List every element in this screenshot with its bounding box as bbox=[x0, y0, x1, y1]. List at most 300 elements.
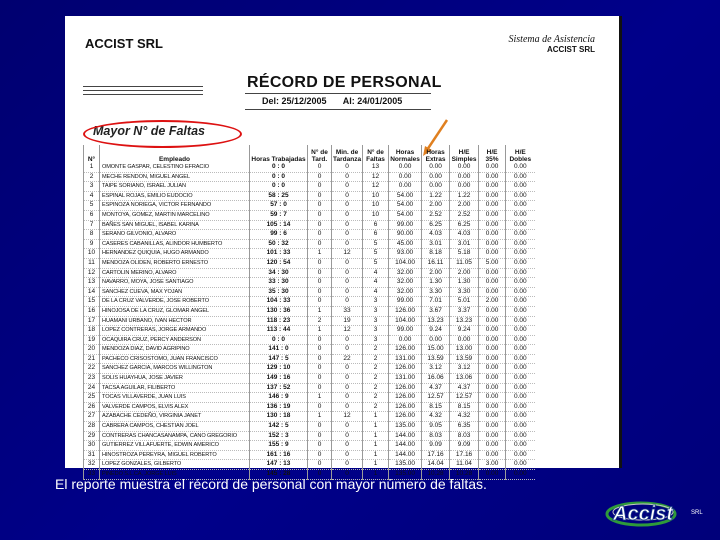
table-cell: 0.00 bbox=[450, 163, 479, 172]
table-cell: 0.00 bbox=[506, 268, 535, 278]
table-cell: 0.00 bbox=[422, 335, 450, 345]
table-cell: 2.00 bbox=[422, 201, 450, 211]
employee-name-cell: MENDOZA OLIDEN, ROBERTO ERNESTO bbox=[100, 258, 250, 268]
table-cell: 3.00 bbox=[479, 460, 506, 470]
table-cell: 50 : 32 bbox=[250, 239, 308, 249]
table-cell: 126.00 bbox=[389, 412, 422, 422]
employee-name-cell: HINOJOSA DE LA CRUZ, GLOMAR ANGEL bbox=[100, 306, 250, 316]
table-cell: 54.00 bbox=[389, 191, 422, 201]
table-cell: 3.37 bbox=[450, 306, 479, 316]
table-cell: 2 bbox=[363, 402, 389, 412]
table-row bbox=[84, 412, 535, 422]
table-cell: 33 bbox=[84, 470, 100, 480]
table-cell: 130 : 18 bbox=[250, 412, 308, 422]
table-row bbox=[84, 249, 535, 259]
table-header-cell: Horas Normales bbox=[389, 145, 422, 163]
table-cell: 0 bbox=[332, 220, 363, 230]
table-cell: 126.00 bbox=[389, 306, 422, 316]
table-cell: 126.00 bbox=[389, 402, 422, 412]
table-cell: 20 bbox=[84, 345, 100, 355]
table-cell: 4.03 bbox=[450, 230, 479, 240]
table-cell: 0 bbox=[332, 201, 363, 211]
table-cell: 0.00 bbox=[479, 364, 506, 374]
table-cell: 0.00 bbox=[506, 306, 535, 316]
table-cell: 13.23 bbox=[450, 316, 479, 326]
table-cell: 1 bbox=[363, 431, 389, 441]
employee-name-cell: TAIPE SORIANO, ISRAEL JULIAN bbox=[100, 182, 250, 192]
accist-logo bbox=[603, 494, 713, 530]
table-cell: 4 bbox=[363, 268, 389, 278]
table-cell: 0 bbox=[308, 364, 332, 374]
table-cell: 136 : 19 bbox=[250, 402, 308, 412]
table-cell: 0.00 bbox=[450, 172, 479, 182]
employee-name-cell: NAVARRO, MOYA, JOSE SANTIAGO bbox=[100, 278, 250, 288]
table-row bbox=[84, 278, 535, 288]
employee-name-cell: PINEDO S.L.CA, JORGE LUIS bbox=[100, 470, 250, 480]
table-cell: 0.00 bbox=[389, 182, 422, 192]
table-cell: 1 bbox=[308, 249, 332, 259]
table-cell: 3.01 bbox=[422, 239, 450, 249]
table-cell: 3 bbox=[363, 326, 389, 336]
table-row bbox=[84, 354, 535, 364]
table-cell: 2.00 bbox=[450, 268, 479, 278]
table-cell: 99.00 bbox=[389, 297, 422, 307]
table-cell: 131.00 bbox=[389, 354, 422, 364]
table-header-cell: N° de Tard. bbox=[308, 145, 332, 163]
table-cell: 6 bbox=[84, 210, 100, 220]
table-cell: 0.00 bbox=[506, 220, 535, 230]
table-cell: 10 bbox=[363, 191, 389, 201]
table-cell: 15 bbox=[84, 297, 100, 307]
table-cell: 34 : 30 bbox=[250, 268, 308, 278]
table-cell: 2 bbox=[363, 364, 389, 374]
table-cell: 13.06 bbox=[450, 374, 479, 384]
table-cell: 0.00 bbox=[479, 335, 506, 345]
table-cell: 0 bbox=[332, 287, 363, 297]
employee-name-cell: HINOSTROZA PEREYRA, MIGUEL ROBERTO bbox=[100, 450, 250, 460]
table-cell: 9 bbox=[84, 239, 100, 249]
table-cell: 17.16 bbox=[422, 450, 450, 460]
table-cell: 4.37 bbox=[450, 383, 479, 393]
table-cell: 6.25 bbox=[422, 220, 450, 230]
table-cell: 1 bbox=[308, 412, 332, 422]
table-header-cell: Empleado bbox=[100, 145, 250, 163]
table-cell: 10.28 bbox=[422, 470, 450, 480]
table-cell: 16.11 bbox=[422, 258, 450, 268]
table-cell: 1 bbox=[363, 412, 389, 422]
table-cell: 0 bbox=[332, 278, 363, 288]
table-cell: 17.16 bbox=[450, 450, 479, 460]
employee-name-cell: GUTIERREZ VILLAFUERTE, EDWIN AMERICO bbox=[100, 441, 250, 451]
table-cell: 57 : 0 bbox=[250, 201, 308, 211]
table-cell: 2 bbox=[363, 374, 389, 384]
employee-name-cell: SANCHEZ GARCIA, MARCOS WILLINGTON bbox=[100, 364, 250, 374]
table-cell: 9.09 bbox=[450, 441, 479, 451]
table-cell: 6.25 bbox=[450, 220, 479, 230]
table-row bbox=[84, 393, 535, 403]
table-cell: 9.09 bbox=[422, 441, 450, 451]
date-range bbox=[262, 96, 416, 106]
table-cell: 12 bbox=[332, 412, 363, 422]
table-cell: 144.00 bbox=[389, 441, 422, 451]
table-cell: 5 bbox=[363, 249, 389, 259]
table-cell: 10.28 bbox=[450, 470, 479, 480]
table-cell: 152 : 3 bbox=[250, 431, 308, 441]
table-cell: 13 bbox=[363, 163, 389, 172]
employee-name-cell: MENDOZA DIAZ, DAVID AGRIPINO bbox=[100, 345, 250, 355]
table-cell: 32 bbox=[84, 460, 100, 470]
table-cell: 131.00 bbox=[389, 374, 422, 384]
table-cell: 90.00 bbox=[389, 230, 422, 240]
table-cell: 2.00 bbox=[479, 297, 506, 307]
table-cell: 0 bbox=[332, 470, 363, 480]
table-cell: 4.03 bbox=[422, 230, 450, 240]
table-cell: 5 bbox=[363, 239, 389, 249]
table-cell: 0.00 bbox=[479, 249, 506, 259]
table-cell: 105 : 14 bbox=[250, 220, 308, 230]
table-cell: 161 : 16 bbox=[250, 450, 308, 460]
table-cell: 99 : 6 bbox=[250, 230, 308, 240]
table-header-cell: H/E Simples bbox=[450, 145, 479, 163]
table-cell: 0.00 bbox=[506, 316, 535, 326]
table-cell: 17 bbox=[84, 316, 100, 326]
table-cell: 0.00 bbox=[479, 239, 506, 249]
table-cell: 0.00 bbox=[479, 163, 506, 172]
table-cell: 0 bbox=[308, 374, 332, 384]
table-cell: 58 : 25 bbox=[250, 191, 308, 201]
table-cell: 5.00 bbox=[479, 258, 506, 268]
table-cell: 8.03 bbox=[422, 431, 450, 441]
table-cell: 0 bbox=[308, 441, 332, 451]
table-cell: 0.00 bbox=[422, 172, 450, 182]
table-cell: 0 bbox=[308, 345, 332, 355]
table-row bbox=[84, 230, 535, 240]
employee-name-cell: LOPEZ GONZALES, GILBERTO bbox=[100, 460, 250, 470]
table-cell: 144.00 bbox=[389, 431, 422, 441]
table-cell: 0.00 bbox=[389, 335, 422, 345]
table-row bbox=[84, 239, 535, 249]
table-cell: 10 bbox=[363, 210, 389, 220]
svg-text:SRL: SRL bbox=[691, 510, 703, 516]
employee-name-cell: BAÑES SAN MIGUEL, ISABEL KARINA bbox=[100, 220, 250, 230]
table-cell: 0 bbox=[308, 220, 332, 230]
table-cell: 0 bbox=[332, 364, 363, 374]
table-cell: 99.00 bbox=[389, 326, 422, 336]
table-cell: 0.00 bbox=[479, 287, 506, 297]
table-cell: 0.00 bbox=[506, 297, 535, 307]
table-cell: 11.05 bbox=[450, 258, 479, 268]
table-cell: 12 bbox=[84, 268, 100, 278]
table-cell: 0.00 bbox=[479, 450, 506, 460]
table-cell: 126.00 bbox=[389, 364, 422, 374]
table-cell: 0.00 bbox=[506, 460, 535, 470]
table-cell: 11.04 bbox=[450, 460, 479, 470]
table-cell: 0 bbox=[308, 402, 332, 412]
employee-name-cell: MECHE RENDON, MIGUEL ANGEL bbox=[100, 172, 250, 182]
table-cell: 0.00 bbox=[479, 345, 506, 355]
table-cell: 0 bbox=[332, 182, 363, 192]
table-cell: 5.01 bbox=[450, 297, 479, 307]
table-cell: 1 bbox=[84, 163, 100, 172]
table-cell: 26 bbox=[84, 402, 100, 412]
table-cell: 0.00 bbox=[506, 422, 535, 432]
table-cell: 0.00 bbox=[506, 383, 535, 393]
table-cell: 144.00 bbox=[389, 450, 422, 460]
table-cell: 135.00 bbox=[389, 422, 422, 432]
table-cell: 1.30 bbox=[450, 278, 479, 288]
table-cell: 0.00 bbox=[479, 316, 506, 326]
table-cell: 1 bbox=[308, 306, 332, 316]
table-cell: 9.24 bbox=[422, 326, 450, 336]
table-cell: 126.00 bbox=[389, 393, 422, 403]
table-cell: 0.00 bbox=[479, 268, 506, 278]
table-cell: 0 bbox=[332, 374, 363, 384]
table-cell: 0 bbox=[308, 460, 332, 470]
table-cell: 2.52 bbox=[450, 210, 479, 220]
table-cell: 4.37 bbox=[422, 383, 450, 393]
table-row bbox=[84, 364, 535, 374]
table-cell: 2.00 bbox=[450, 201, 479, 211]
employee-name-cell: CASERES CABANILLAS, ALINDOR HUMBERTO bbox=[100, 239, 250, 249]
table-cell: 23 bbox=[84, 374, 100, 384]
table-cell: 6 bbox=[363, 230, 389, 240]
table-cell: 113 : 44 bbox=[250, 326, 308, 336]
employee-name-cell: SERANO GILVONIO, ALVARO bbox=[100, 230, 250, 240]
table-cell: 0 bbox=[308, 335, 332, 345]
table-header-cell: H/E Dobles bbox=[506, 145, 535, 163]
table-row bbox=[84, 210, 535, 220]
table-cell: 0 bbox=[332, 172, 363, 182]
table-cell: 45.00 bbox=[389, 239, 422, 249]
table-header-cell: H/E 35% bbox=[479, 145, 506, 163]
table-cell: 3.67 bbox=[422, 306, 450, 316]
table-cell: 137 : 52 bbox=[250, 383, 308, 393]
table-cell: 0.00 bbox=[506, 450, 535, 460]
employee-name-cell: TOCAS VILLAVERDE, JUAN LUIS bbox=[100, 393, 250, 403]
highlight-ellipse bbox=[83, 120, 242, 148]
table-cell: 104.00 bbox=[389, 258, 422, 268]
table-cell: 0.00 bbox=[422, 163, 450, 172]
table-cell: 0 bbox=[332, 210, 363, 220]
table-cell: 1 bbox=[363, 460, 389, 470]
table-cell: 2 bbox=[308, 316, 332, 326]
table-cell: 0.00 bbox=[389, 163, 422, 172]
table-header-cell: Horas Extras bbox=[422, 145, 450, 163]
table-cell: 2.00 bbox=[422, 268, 450, 278]
table-cell: 0 bbox=[308, 450, 332, 460]
table-cell: 0 bbox=[308, 278, 332, 288]
table-cell: 0 : 0 bbox=[250, 172, 308, 182]
table-row bbox=[84, 335, 535, 345]
table-cell: 7 bbox=[84, 220, 100, 230]
table-cell: 0 bbox=[332, 450, 363, 460]
table-cell: 0.00 bbox=[479, 326, 506, 336]
table-cell: 0 bbox=[308, 230, 332, 240]
table-cell: 0 : 0 bbox=[250, 163, 308, 172]
table-cell: 0 bbox=[332, 402, 363, 412]
table-cell: 0 bbox=[308, 470, 332, 480]
table-cell: 9.05 bbox=[422, 422, 450, 432]
table-cell: 32.00 bbox=[389, 268, 422, 278]
employee-name-cell: VALVERDE CAMPOS, ELVIS ALEX bbox=[100, 402, 250, 412]
table-cell: 0.00 bbox=[479, 470, 506, 480]
table-cell: 13.00 bbox=[450, 345, 479, 355]
table-cell: 33 : 30 bbox=[250, 278, 308, 288]
table-cell: 0 bbox=[308, 431, 332, 441]
table-cell: 145 : 28 bbox=[250, 470, 308, 480]
table-cell: 13.23 bbox=[422, 316, 450, 326]
report-subtitle: Mayor N° de Faltas bbox=[93, 124, 205, 138]
employee-name-cell: DE LA CRUZ VALVERDE, JOSE ROBERTO bbox=[100, 297, 250, 307]
table-cell: 15.00 bbox=[422, 345, 450, 355]
table-cell: 130 : 36 bbox=[250, 306, 308, 316]
table-cell: 146 : 9 bbox=[250, 393, 308, 403]
table-cell: 135.00 bbox=[389, 460, 422, 470]
table-cell: 0.00 bbox=[450, 182, 479, 192]
table-cell: 118 : 23 bbox=[250, 316, 308, 326]
employee-name-cell: CABRERA CAMPOS, CHESTIAN JOEL bbox=[100, 422, 250, 432]
table-cell: 0.00 bbox=[506, 364, 535, 374]
table-cell: 4.32 bbox=[450, 412, 479, 422]
table-cell: 147 : 5 bbox=[250, 354, 308, 364]
table-row bbox=[84, 316, 535, 326]
table-cell: 0.00 bbox=[506, 431, 535, 441]
table-body bbox=[84, 163, 535, 479]
employee-name-cell: OCAQUIRA CRUZ, PERCY ANDERSON bbox=[100, 335, 250, 345]
table-cell: 0 bbox=[332, 191, 363, 201]
table-cell: 4 bbox=[363, 287, 389, 297]
employee-name-cell: MONTOYA, GOMEZ, MARTIN MARCELINO bbox=[100, 210, 250, 220]
table-row bbox=[84, 441, 535, 451]
table-cell: 3 bbox=[363, 306, 389, 316]
table-cell: 0.00 bbox=[479, 431, 506, 441]
table-cell: 0.00 bbox=[479, 383, 506, 393]
table-cell: 0.00 bbox=[479, 191, 506, 201]
table-cell: 142 : 5 bbox=[250, 422, 308, 432]
table-cell: 0.00 bbox=[506, 201, 535, 211]
system-company: ACCIST SRL bbox=[547, 45, 595, 54]
table-cell: 0 bbox=[332, 163, 363, 172]
table-cell: 0.00 bbox=[479, 402, 506, 412]
table-cell: 1.22 bbox=[450, 191, 479, 201]
table-cell: 19 bbox=[332, 316, 363, 326]
table-row bbox=[84, 297, 535, 307]
table-cell: 0 bbox=[332, 335, 363, 345]
table-cell: 5 bbox=[363, 258, 389, 268]
table-cell: 0.00 bbox=[479, 422, 506, 432]
system-header bbox=[509, 34, 595, 54]
table-cell: 32.00 bbox=[389, 287, 422, 297]
table-cell: 0.00 bbox=[479, 412, 506, 422]
table-row bbox=[84, 450, 535, 460]
table-cell: 120 : 54 bbox=[250, 258, 308, 268]
table-cell: 0 bbox=[308, 239, 332, 249]
table-cell: 0 bbox=[332, 297, 363, 307]
table-cell: 0.00 bbox=[506, 182, 535, 192]
table-cell: 12 bbox=[363, 182, 389, 192]
table-header-cell: N° bbox=[84, 145, 100, 163]
table-cell: 0.00 bbox=[422, 182, 450, 192]
table-cell: 30 bbox=[84, 441, 100, 451]
table-cell: 141 : 0 bbox=[250, 345, 308, 355]
table-header-cell: Min. de Tardanza bbox=[332, 145, 363, 163]
table-cell: 0.00 bbox=[506, 326, 535, 336]
table-cell: 0.00 bbox=[479, 354, 506, 364]
table-cell: 3.12 bbox=[450, 364, 479, 374]
table-cell: 13.59 bbox=[422, 354, 450, 364]
company-name: ACCIST SRL bbox=[85, 36, 163, 51]
table-cell: 3.01 bbox=[450, 239, 479, 249]
table-cell: 3 bbox=[363, 297, 389, 307]
employee-name-cell: HERNANDEZ QUIQUIA, HUGO ARMANDO bbox=[100, 249, 250, 259]
table-cell: 4 bbox=[363, 278, 389, 288]
table-cell: 1.22 bbox=[422, 191, 450, 201]
table-cell: 104 : 33 bbox=[250, 297, 308, 307]
table-row bbox=[84, 201, 535, 211]
table-cell: 1.30 bbox=[422, 278, 450, 288]
table-cell: 104.00 bbox=[389, 316, 422, 326]
table-cell: 8.18 bbox=[422, 249, 450, 259]
table-cell: 54.00 bbox=[389, 201, 422, 211]
table-cell: 19 bbox=[84, 335, 100, 345]
table-cell: 0 bbox=[308, 201, 332, 211]
table-row bbox=[84, 258, 535, 268]
table-cell: 0 bbox=[308, 297, 332, 307]
table-cell: 0.00 bbox=[479, 210, 506, 220]
table-row bbox=[84, 163, 535, 172]
employee-name-cell: SOLIS HUAYHUA, JOSE JAVIER bbox=[100, 374, 250, 384]
table-cell: 0 : 0 bbox=[250, 182, 308, 192]
table-cell: 0.00 bbox=[506, 287, 535, 297]
table-row bbox=[84, 287, 535, 297]
table-cell: 0.00 bbox=[506, 163, 535, 172]
table-cell: 99.00 bbox=[389, 220, 422, 230]
table-cell: 101 : 33 bbox=[250, 249, 308, 259]
report-title: RÉCORD DE PERSONAL bbox=[247, 74, 442, 91]
range-rule bbox=[245, 109, 431, 110]
table-cell: 2 bbox=[84, 172, 100, 182]
table-row bbox=[84, 220, 535, 230]
table-cell: 12 bbox=[332, 249, 363, 259]
table-cell: 0 bbox=[332, 345, 363, 355]
table-cell: 0.00 bbox=[479, 374, 506, 384]
table-cell: 8.15 bbox=[450, 402, 479, 412]
table-cell: 0 bbox=[308, 258, 332, 268]
table-cell: 12 bbox=[332, 326, 363, 336]
table-cell: 29 bbox=[84, 431, 100, 441]
employee-name-cell: ESPINAL ROJAS, EMILIO EUDOCIO bbox=[100, 191, 250, 201]
table-cell: 0.00 bbox=[450, 335, 479, 345]
table-cell: 21 bbox=[84, 354, 100, 364]
table-cell: 5.18 bbox=[450, 249, 479, 259]
table-cell: 35 : 30 bbox=[250, 287, 308, 297]
table-cell: 0 bbox=[308, 383, 332, 393]
table-row bbox=[84, 383, 535, 393]
table-cell: 1 bbox=[363, 441, 389, 451]
report-document bbox=[65, 16, 622, 477]
table-cell: 0.00 bbox=[479, 182, 506, 192]
table-row bbox=[84, 374, 535, 384]
table-cell: 155 : 9 bbox=[250, 441, 308, 451]
table-cell: 22 bbox=[332, 354, 363, 364]
table-cell: 6 bbox=[363, 220, 389, 230]
table-cell: 0.00 bbox=[506, 258, 535, 268]
table-cell: 147 : 13 bbox=[250, 460, 308, 470]
table-row bbox=[84, 326, 535, 336]
employee-name-cell: OMONTE GASPAR, CELESTINO EFRACIO bbox=[100, 163, 250, 172]
table-cell: 31 bbox=[84, 450, 100, 460]
table-cell: 8.15 bbox=[422, 402, 450, 412]
